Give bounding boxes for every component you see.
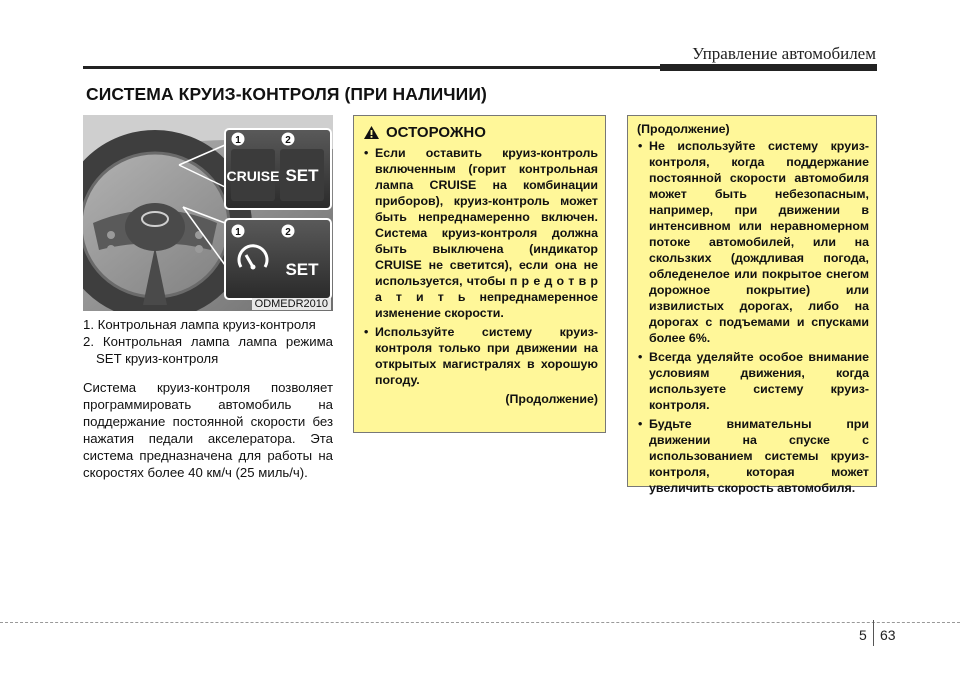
set-button-label-lower: SET <box>285 260 319 279</box>
continuation-item: • Всегда уделяйте особое внимание условиям движения, когда используете систему круиз-контроля. <box>637 349 869 413</box>
continuation-item: • Не используйте систему круиз-контроля, когда поддержание постоянной скорости автомобиля может быть небезопасным, например, при движении в интенсивном или неравномерном потоке автомобилей, или на скользких (дождливая погода, обледенелое или покрытое снегом дорожное покрытие) или извилистых дорогах, либо на дорогах с подъемами и спусками более 6%. <box>637 138 869 346</box>
footer-rule <box>0 622 960 623</box>
cruise-button-label: CRUISE <box>226 168 280 184</box>
cruise-panel-lower <box>225 219 331 299</box>
figure-code: ODMEDR2010 <box>252 298 331 310</box>
running-header: Управление автомобилем <box>692 44 876 63</box>
figure-captions <box>83 316 333 367</box>
header-bar <box>660 64 877 71</box>
continuation-list <box>637 138 869 496</box>
upper-num-1: 1 <box>235 135 241 146</box>
steering-wheel-figure <box>83 115 333 311</box>
body-paragraph: Система круиз-контроля позволяет программировать автомобиль на поддержание постоянной скорости без нажатия педали акселератора. Эта система предназначена для работы на скоростях более 40 км/ч (25 миль/ч). <box>83 380 333 480</box>
warning-title: ОСТОРОЖНО <box>386 124 486 141</box>
page-number-separator <box>873 620 874 646</box>
section-title: СИСТЕМА КРУИЗ-КОНТРОЛЯ (ПРИ НАЛИЧИИ) <box>86 84 487 104</box>
warning-item: • Если оставить круиз-контроль включенным (горит контрольная лампа CRUISE на комбинации приборов), круиз-контроль может быть непреднамеренно включен. Система круиз-контроля должна быть выключена (индикатор CRUISE не светится), если она не используется, чтобы п р е д о т в р а т и т ь непреднамеренное изменение скорости. <box>363 145 598 321</box>
continuation-label: (Продолжение) <box>637 122 730 136</box>
continued-note: (Продолжение) <box>505 392 598 406</box>
upper-num-2: 2 <box>285 135 291 146</box>
steering-wheel-illustration <box>83 115 333 311</box>
lower-num-1: 1 <box>235 227 241 238</box>
page-number: 63 <box>880 627 896 643</box>
warning-triangle-icon <box>363 125 380 140</box>
set-button-label-upper: SET <box>285 166 319 185</box>
lower-num-2: 2 <box>285 227 291 238</box>
warning-box <box>353 115 606 433</box>
section-number: 5 <box>859 627 867 643</box>
warning-heading <box>363 124 598 141</box>
continuation-box <box>627 115 877 495</box>
warning-item: • Используйте систему круиз-контроля только при движении на открытых магистралях в хорошую погоду. <box>363 324 598 388</box>
caption-item: 2. Контрольная лампа лампа режима SET круиз-контроля <box>83 334 333 366</box>
caption-item: 1. Контрольная лампа круиз-контроля <box>83 317 316 332</box>
cruise-panel-upper <box>225 129 331 209</box>
warning-list <box>363 145 598 388</box>
continuation-item: • Будьте внимательны при движении на спуске с использованием системы круиз-контроля, которая может увеличить скорость автомобиля. <box>637 416 869 496</box>
